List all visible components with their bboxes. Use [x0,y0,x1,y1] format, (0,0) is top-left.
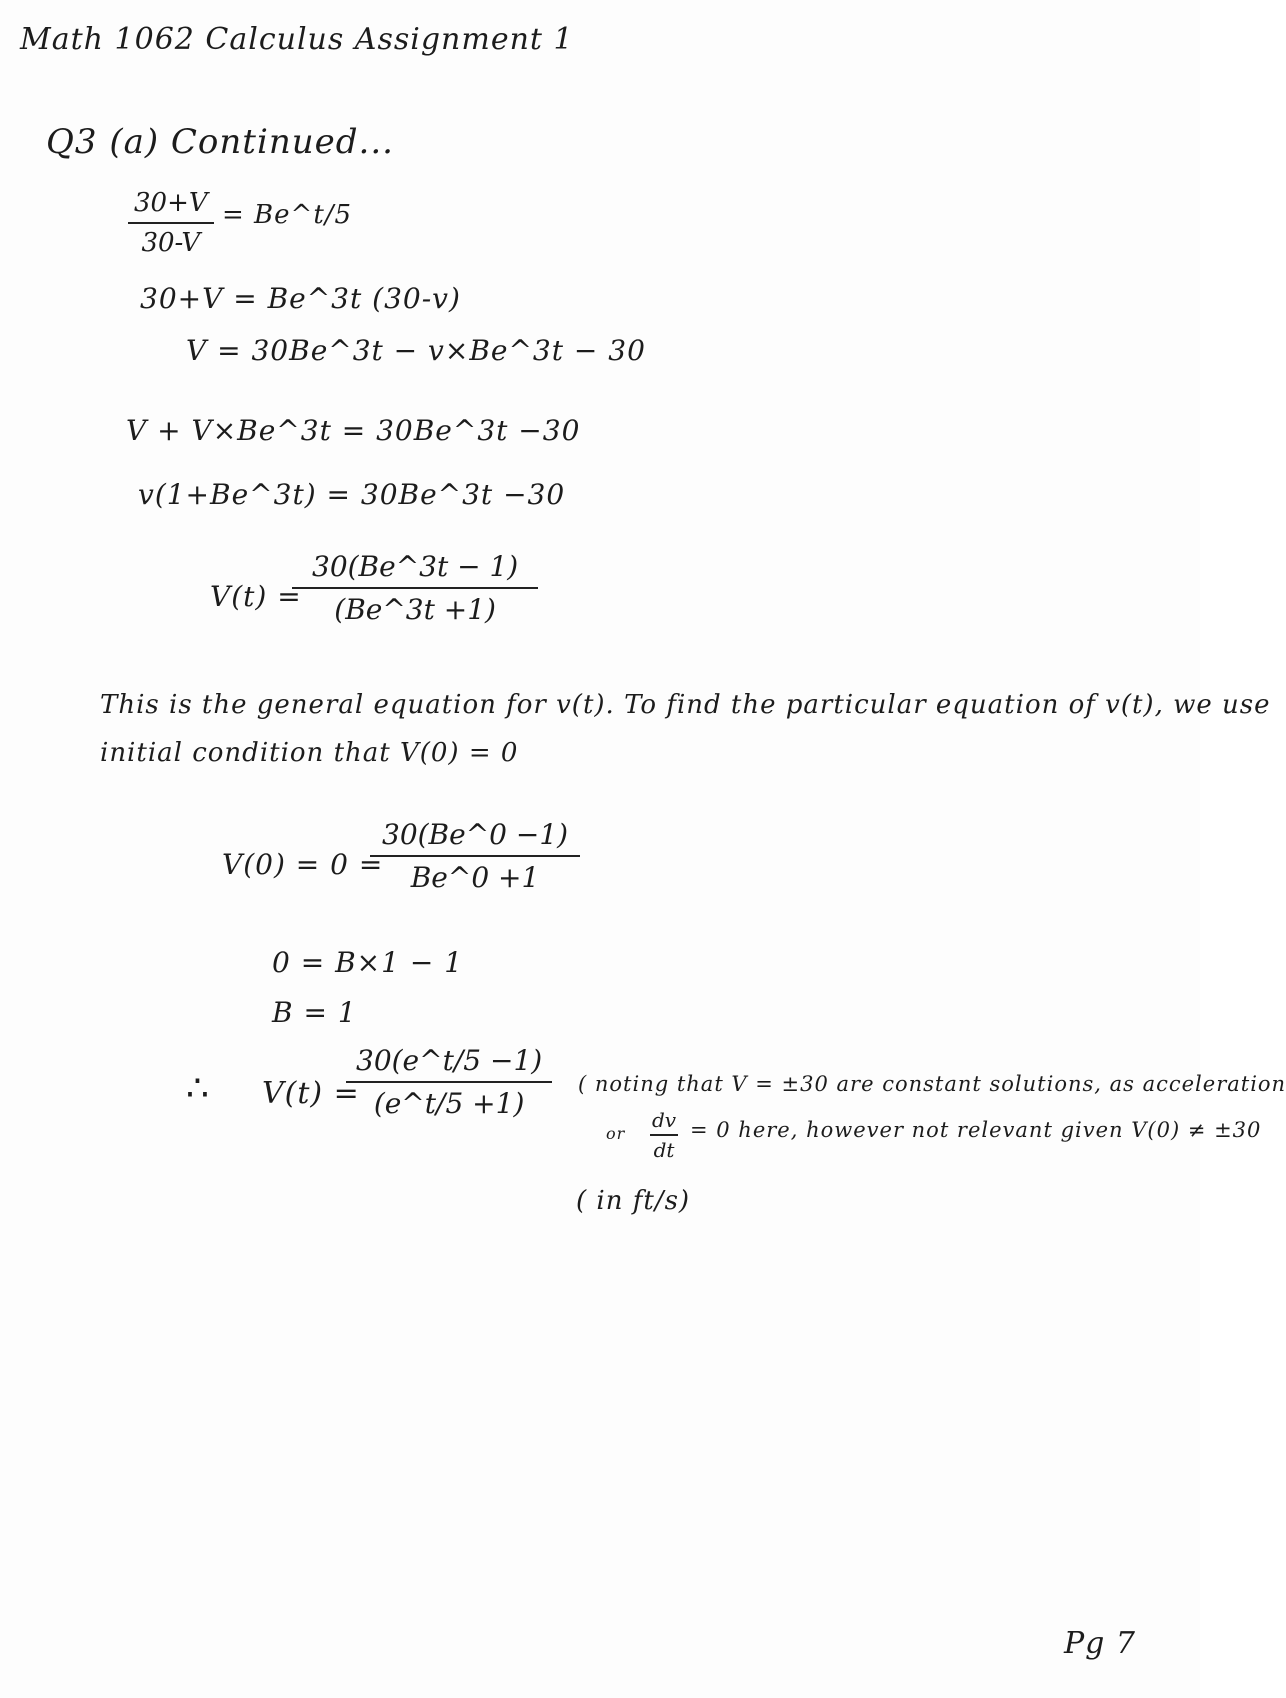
solve-b-line-1: 0 = B×1 − 1 [272,946,464,979]
note-derivative-fraction [650,1108,678,1162]
equation-6-denominator: (Be^3t +1) [334,593,496,626]
equation-fraction-6 [292,550,538,626]
explanation-line-1: This is the general equation for v(t). To find the particular equation of v(t), we use [100,690,1271,720]
note-dt: dt [653,1138,675,1162]
initial-condition-denominator: Be^0 +1 [410,861,540,894]
therefore-symbol: ∴ [186,1068,209,1109]
solve-b-line-2: B = 1 [272,996,357,1029]
equation-4: V + V×Be^3t = 30Be^3t −30 [126,414,581,447]
equation-3: V = 30Be^3t − v×Be^3t − 30 [186,334,646,367]
page-number: Pg 7 [1064,1626,1137,1661]
document-title: Math 1062 Calculus Assignment 1 [20,22,574,57]
equation-fraction-1 [128,188,214,258]
result-fraction [346,1044,552,1120]
result-lhs: V(t) = [262,1076,360,1111]
question-label: Q3 (a) Continued... [46,122,394,162]
result-numerator: 30(e^t/5 −1) [346,1044,552,1083]
equation-1-numerator: 30+V [128,188,214,224]
initial-condition-numerator: 30(Be^0 −1) [370,818,580,857]
equation-1-denominator: 30-V [141,228,201,258]
equation-2: 30+V = Be^3t (30-v) [140,282,461,315]
note-line-2-prefix: or [606,1124,626,1143]
equation-6-lhs: V(t) = [210,580,302,613]
note-line-3: ( in ft/s) [576,1186,691,1216]
note-line-2: = 0 here, however not relevant given V(0) ≠ ±30 [690,1118,1262,1142]
note-dv: dv [650,1108,678,1136]
explanation-line-2: initial condition that V(0) = 0 [100,738,519,768]
initial-condition-fraction [370,818,580,894]
result-denominator: (e^t/5 +1) [373,1087,525,1120]
equation-5: v(1+Be^3t) = 30Be^3t −30 [138,478,566,511]
equation-6-numerator: 30(Be^3t − 1) [292,550,538,589]
note-line-1: ( noting that V = ±30 are constant solutions, as acceleration [578,1072,1286,1096]
initial-condition-lhs: V(0) = 0 = [222,848,384,881]
equation-1-rhs: = Be^t/5 [222,200,353,230]
